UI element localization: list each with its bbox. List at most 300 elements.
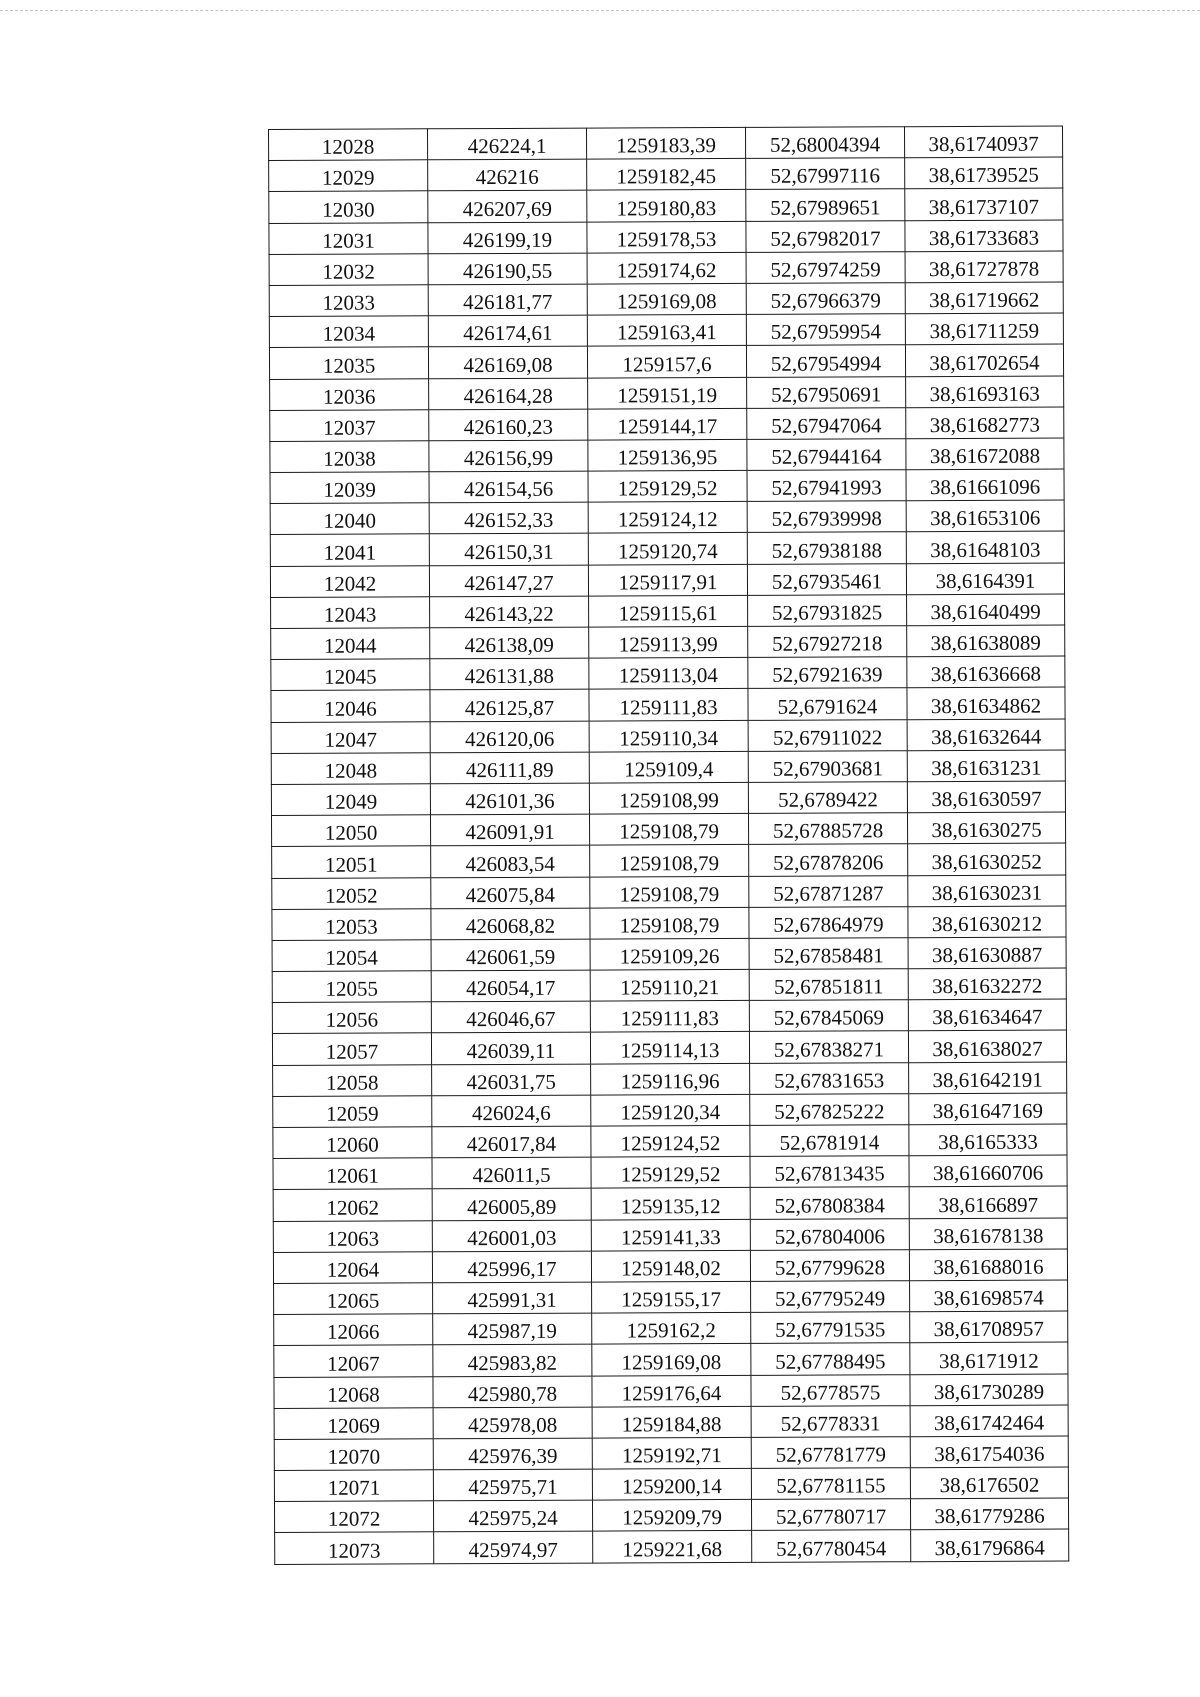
table-row bbox=[272, 875, 1066, 910]
cell-value: 52,6789422 bbox=[778, 787, 878, 812]
cell-value: 12046 bbox=[324, 696, 377, 721]
cell-value: 38,61631231 bbox=[931, 755, 1042, 781]
cell-value: 1259120,34 bbox=[620, 1100, 721, 1125]
latitude-cell bbox=[749, 1031, 908, 1063]
cell-value: 38,61642191 bbox=[932, 1067, 1043, 1092]
cell-value: 426164,28 bbox=[463, 383, 553, 408]
cell-value: 38,61737107 bbox=[928, 194, 1040, 219]
cell-value: 12032 bbox=[322, 259, 375, 284]
x-coordinate-cell bbox=[429, 565, 588, 597]
cell-value: 426174,61 bbox=[463, 321, 553, 346]
y-coordinate-cell bbox=[587, 190, 746, 222]
latitude-cell bbox=[746, 158, 905, 190]
cell-value: 1259110,21 bbox=[620, 975, 720, 1000]
cell-value: 426031,75 bbox=[466, 1069, 556, 1094]
table-row bbox=[271, 719, 1065, 754]
cell-value: 426054,17 bbox=[466, 976, 556, 1001]
cell-value: 1259136,95 bbox=[617, 445, 718, 470]
longitude-cell bbox=[909, 1155, 1067, 1187]
table-row bbox=[270, 531, 1064, 566]
x-coordinate-cell bbox=[434, 1532, 593, 1564]
latitude-cell bbox=[749, 906, 908, 938]
latitude-cell bbox=[749, 1000, 908, 1032]
cell-value: 1259163,41 bbox=[616, 320, 717, 345]
latitude-cell bbox=[748, 688, 907, 720]
cell-value: 426061,59 bbox=[465, 944, 556, 970]
cell-value: 52,67781779 bbox=[775, 1442, 886, 1467]
table-row bbox=[274, 1498, 1068, 1533]
latitude-cell bbox=[748, 626, 907, 658]
cell-value: 1259109,4 bbox=[624, 757, 714, 782]
y-coordinate-cell bbox=[592, 1313, 751, 1345]
cell-value: 1259183,39 bbox=[616, 133, 717, 158]
cell-value: 52,6778575 bbox=[780, 1380, 881, 1405]
x-coordinate-cell bbox=[431, 845, 590, 877]
cell-value: 426125,87 bbox=[464, 695, 555, 720]
point-number-cell bbox=[272, 908, 431, 940]
table-row bbox=[273, 1249, 1067, 1284]
cell-value: 1259108,79 bbox=[619, 881, 720, 907]
latitude-cell bbox=[747, 439, 906, 471]
y-coordinate-cell bbox=[593, 1531, 752, 1563]
point-number-cell bbox=[272, 940, 431, 972]
latitude-cell bbox=[746, 345, 905, 377]
table-row bbox=[271, 812, 1065, 847]
table-row bbox=[274, 1374, 1068, 1409]
x-coordinate-cell bbox=[431, 939, 590, 971]
y-coordinate-cell bbox=[588, 533, 747, 565]
point-number-cell bbox=[274, 1283, 433, 1315]
cell-value: 12047 bbox=[324, 727, 377, 752]
y-coordinate-cell bbox=[588, 470, 747, 502]
cell-value: 38,6164391 bbox=[935, 568, 1036, 593]
point-number-cell bbox=[274, 1407, 433, 1439]
cell-value: 52,67813435 bbox=[774, 1161, 885, 1187]
cell-value: 1259148,02 bbox=[621, 1255, 721, 1281]
y-coordinate-cell bbox=[590, 907, 749, 939]
y-coordinate-cell bbox=[588, 502, 747, 534]
cell-value: 1259169,08 bbox=[621, 1349, 722, 1374]
table-row bbox=[272, 968, 1066, 1003]
x-coordinate-cell bbox=[430, 596, 589, 628]
cell-value: 1259135,12 bbox=[620, 1193, 721, 1219]
cell-value: 38,61638027 bbox=[932, 1036, 1043, 1061]
cell-value: 12048 bbox=[324, 758, 378, 783]
cell-value: 38,61708957 bbox=[933, 1316, 1044, 1342]
y-coordinate-cell bbox=[592, 1437, 751, 1469]
x-coordinate-cell bbox=[428, 190, 587, 222]
latitude-cell bbox=[751, 1468, 910, 1500]
latitude-cell bbox=[751, 1374, 910, 1406]
cell-value: 52,67989651 bbox=[770, 194, 881, 220]
cell-value: 52,67871287 bbox=[773, 881, 884, 906]
cell-value: 38,61754036 bbox=[934, 1441, 1045, 1467]
x-coordinate-cell bbox=[428, 346, 587, 378]
table-row bbox=[270, 438, 1064, 473]
cell-value: 12043 bbox=[323, 602, 377, 627]
y-coordinate-cell bbox=[591, 1063, 750, 1095]
cell-value: 38,61630231 bbox=[931, 880, 1043, 905]
table-row bbox=[272, 999, 1066, 1034]
latitude-cell bbox=[751, 1499, 910, 1531]
cell-value: 425974,97 bbox=[468, 1537, 558, 1562]
point-number-cell bbox=[274, 1314, 433, 1346]
table-row bbox=[270, 563, 1064, 598]
cell-value: 1259108,79 bbox=[619, 819, 719, 844]
cell-value: 1259117,91 bbox=[618, 569, 718, 595]
cell-value: 426143,22 bbox=[464, 601, 554, 627]
y-coordinate-cell bbox=[589, 595, 748, 627]
table-row bbox=[272, 843, 1066, 878]
scan-top-edge bbox=[0, 10, 1200, 11]
cell-value: 425978,08 bbox=[467, 1412, 558, 1438]
cell-value: 12064 bbox=[326, 1257, 380, 1282]
cell-value: 52,67858481 bbox=[773, 943, 884, 968]
longitude-cell bbox=[906, 438, 1064, 470]
longitude-cell bbox=[907, 750, 1065, 782]
x-coordinate-cell bbox=[432, 1126, 591, 1158]
longitude-cell bbox=[909, 1062, 1067, 1094]
table-row bbox=[270, 500, 1064, 535]
latitude-cell bbox=[748, 813, 907, 845]
table-row bbox=[274, 1342, 1068, 1377]
cell-value: 12044 bbox=[323, 633, 377, 658]
cell-value: 52,6778331 bbox=[780, 1411, 881, 1436]
x-coordinate-cell bbox=[433, 1407, 592, 1439]
point-number-cell bbox=[273, 1127, 432, 1159]
table-row bbox=[269, 157, 1063, 192]
cell-value: 1259129,52 bbox=[620, 1162, 721, 1187]
table-row bbox=[270, 407, 1064, 442]
cell-value: 425991,31 bbox=[467, 1287, 557, 1313]
x-coordinate-cell bbox=[430, 627, 589, 659]
cell-value: 12067 bbox=[327, 1351, 380, 1376]
latitude-cell bbox=[746, 314, 905, 346]
latitude-cell bbox=[750, 1094, 909, 1126]
latitude-cell bbox=[747, 501, 906, 533]
cell-value: 52,67780717 bbox=[775, 1504, 887, 1530]
cell-value: 52,67982017 bbox=[770, 226, 881, 251]
y-coordinate-cell bbox=[590, 969, 749, 1001]
cell-value: 426156,99 bbox=[463, 445, 554, 471]
point-number-cell bbox=[273, 1158, 432, 1190]
longitude-cell bbox=[908, 1030, 1066, 1062]
latitude-cell bbox=[750, 1249, 909, 1281]
latitude-cell bbox=[747, 376, 906, 408]
longitude-cell bbox=[910, 1498, 1068, 1530]
latitude-cell bbox=[748, 782, 907, 814]
cell-value: 425976,39 bbox=[468, 1443, 558, 1469]
cell-value: 426224,1 bbox=[467, 133, 547, 159]
cell-value: 52,67997116 bbox=[770, 163, 880, 189]
point-number-cell bbox=[274, 1470, 433, 1502]
cell-value: 1259209,79 bbox=[622, 1505, 722, 1530]
cell-value: 52,67947064 bbox=[771, 413, 882, 438]
point-number-cell bbox=[275, 1532, 434, 1564]
cell-value: 38,61739525 bbox=[928, 163, 1039, 188]
cell-value: 1259144,17 bbox=[617, 413, 718, 439]
cell-value: 52,67938188 bbox=[771, 537, 883, 563]
cell-value: 38,61733683 bbox=[928, 225, 1040, 250]
cell-value: 52,67935461 bbox=[771, 569, 883, 594]
cell-value: 1259184,88 bbox=[621, 1411, 722, 1437]
point-number-cell bbox=[272, 1033, 431, 1065]
longitude-cell bbox=[906, 563, 1064, 595]
x-coordinate-cell bbox=[432, 1064, 591, 1096]
table-row bbox=[269, 282, 1063, 317]
cell-value: 38,61711259 bbox=[929, 318, 1040, 344]
point-number-cell bbox=[271, 784, 430, 816]
cell-value: 1259113,99 bbox=[618, 632, 718, 657]
point-number-cell bbox=[274, 1376, 433, 1408]
y-coordinate-cell bbox=[590, 938, 749, 970]
table-row bbox=[271, 687, 1065, 722]
cell-value: 425980,78 bbox=[467, 1381, 558, 1406]
cell-value: 1259111,83 bbox=[619, 694, 718, 720]
table-row bbox=[273, 1155, 1067, 1190]
cell-value: 12058 bbox=[325, 1070, 379, 1095]
longitude-cell bbox=[907, 594, 1065, 626]
point-number-cell bbox=[271, 659, 430, 691]
y-coordinate-cell bbox=[592, 1468, 751, 1500]
point-number-cell bbox=[271, 597, 430, 629]
table-row bbox=[271, 781, 1065, 816]
point-number-cell bbox=[269, 316, 428, 348]
cell-value: 426001,03 bbox=[467, 1225, 557, 1250]
y-coordinate-cell bbox=[587, 283, 746, 315]
cell-value: 38,61636668 bbox=[930, 662, 1042, 687]
table-row bbox=[273, 1062, 1067, 1097]
longitude-cell bbox=[907, 812, 1065, 844]
cell-value: 12071 bbox=[327, 1475, 381, 1501]
x-coordinate-cell bbox=[431, 1033, 590, 1065]
cell-value: 38,61682773 bbox=[929, 412, 1040, 437]
latitude-cell bbox=[749, 969, 908, 1001]
point-number-cell bbox=[270, 503, 429, 535]
cell-value: 52,67795249 bbox=[774, 1286, 886, 1311]
cell-value: 425996,17 bbox=[467, 1256, 557, 1282]
x-coordinate-cell bbox=[428, 284, 587, 316]
cell-value: 1259182,45 bbox=[616, 164, 717, 189]
cell-value: 52,67885728 bbox=[772, 818, 884, 844]
cell-value: 426199,19 bbox=[462, 227, 553, 252]
y-coordinate-cell bbox=[587, 221, 746, 253]
point-number-cell bbox=[271, 815, 430, 847]
longitude-cell bbox=[910, 1374, 1068, 1406]
cell-value: 38,61779286 bbox=[934, 1504, 1045, 1529]
table-row bbox=[272, 906, 1066, 941]
x-coordinate-cell bbox=[430, 752, 589, 784]
cell-value: 1259157,6 bbox=[622, 351, 712, 376]
table-row bbox=[270, 469, 1064, 504]
y-coordinate-cell bbox=[587, 252, 746, 284]
longitude-cell bbox=[905, 251, 1063, 283]
cell-value: 12057 bbox=[325, 1039, 379, 1064]
point-number-cell bbox=[274, 1439, 433, 1471]
y-coordinate-cell bbox=[591, 1188, 750, 1220]
cell-value: 12029 bbox=[321, 165, 375, 191]
cell-value: 52,67944164 bbox=[771, 444, 882, 469]
cell-value: 38,61630275 bbox=[931, 817, 1042, 843]
table-row bbox=[271, 656, 1065, 691]
longitude-cell bbox=[908, 968, 1066, 1000]
cell-value: 52,68004394 bbox=[769, 132, 881, 157]
cell-value: 1259113,04 bbox=[618, 663, 718, 688]
cell-value: 426152,33 bbox=[464, 508, 554, 533]
point-number-cell bbox=[271, 690, 430, 722]
x-coordinate-cell bbox=[430, 658, 589, 690]
cell-value: 52,67799628 bbox=[774, 1255, 886, 1280]
cell-value: 1259116,96 bbox=[620, 1068, 720, 1094]
x-coordinate-cell bbox=[429, 409, 588, 441]
x-coordinate-cell bbox=[431, 877, 590, 909]
cell-value: 12034 bbox=[322, 321, 376, 347]
cell-value: 1259120,74 bbox=[617, 538, 718, 564]
cell-value: 52,67791535 bbox=[775, 1317, 886, 1343]
cell-value: 1259108,99 bbox=[619, 788, 719, 813]
longitude-cell bbox=[906, 531, 1064, 563]
longitude-cell bbox=[905, 344, 1063, 376]
cell-value: 38,61661096 bbox=[929, 474, 1041, 500]
cell-value: 12035 bbox=[322, 353, 376, 378]
x-coordinate-cell bbox=[433, 1344, 592, 1376]
point-number-cell bbox=[269, 222, 428, 254]
cell-value: 1259129,52 bbox=[617, 476, 718, 501]
cell-value: 1259124,12 bbox=[617, 507, 718, 532]
cell-value: 426190,55 bbox=[462, 258, 553, 284]
cell-value: 52,6781914 bbox=[779, 1130, 880, 1155]
cell-value: 52,67911022 bbox=[772, 725, 883, 750]
cell-value: 12042 bbox=[323, 571, 377, 596]
cell-value: 38,61630212 bbox=[931, 911, 1043, 936]
latitude-cell bbox=[751, 1312, 910, 1344]
latitude-cell bbox=[749, 844, 908, 876]
cell-value: 38,61730289 bbox=[933, 1379, 1045, 1404]
point-number-cell bbox=[269, 347, 428, 379]
cell-value: 38,61640499 bbox=[930, 599, 1041, 625]
cell-value: 1259162,2 bbox=[626, 1318, 716, 1343]
cell-value: 12031 bbox=[322, 228, 375, 253]
cell-value: 12054 bbox=[325, 945, 378, 970]
cell-value: 38,61632644 bbox=[930, 724, 1042, 749]
latitude-cell bbox=[747, 470, 906, 502]
x-coordinate-cell bbox=[432, 1251, 591, 1283]
cell-value: 38,61678138 bbox=[933, 1223, 1044, 1248]
y-coordinate-cell bbox=[592, 1344, 751, 1376]
point-number-cell bbox=[270, 565, 429, 597]
x-coordinate-cell bbox=[429, 534, 588, 566]
y-coordinate-cell bbox=[589, 720, 748, 752]
cell-value: 52,67804006 bbox=[774, 1224, 886, 1249]
cell-value: 52,67878206 bbox=[773, 849, 884, 875]
latitude-cell bbox=[751, 1405, 910, 1437]
longitude-cell bbox=[906, 376, 1064, 408]
x-coordinate-cell bbox=[428, 315, 587, 347]
cell-value: 52,67788495 bbox=[775, 1348, 886, 1374]
point-number-cell bbox=[274, 1501, 433, 1533]
point-number-cell bbox=[270, 409, 429, 441]
latitude-cell bbox=[749, 875, 908, 907]
cell-value: 52,67831653 bbox=[773, 1068, 885, 1093]
cell-value: 38,61630597 bbox=[931, 786, 1042, 812]
cell-value: 52,6791624 bbox=[777, 693, 878, 719]
table-row bbox=[274, 1405, 1068, 1440]
cell-value: 12069 bbox=[327, 1413, 380, 1438]
cell-value: 38,61634647 bbox=[932, 1005, 1043, 1030]
y-coordinate-cell bbox=[588, 439, 747, 471]
latitude-cell bbox=[748, 719, 907, 751]
cell-value: 12073 bbox=[327, 1538, 381, 1563]
latitude-cell bbox=[746, 283, 905, 315]
table-row bbox=[273, 1124, 1067, 1159]
y-coordinate-cell bbox=[590, 876, 749, 908]
cell-value: 52,67845069 bbox=[773, 1005, 885, 1031]
cell-value: 38,61653106 bbox=[930, 506, 1041, 531]
longitude-cell bbox=[909, 1186, 1067, 1218]
cell-value: 12041 bbox=[323, 540, 377, 565]
cell-value: 52,67974259 bbox=[770, 257, 881, 282]
coordinates-table-body bbox=[269, 126, 1069, 1564]
cell-value: 426216 bbox=[475, 165, 539, 190]
longitude-cell bbox=[907, 656, 1065, 688]
longitude-cell bbox=[911, 1529, 1069, 1561]
longitude-cell bbox=[906, 469, 1064, 501]
y-coordinate-cell bbox=[587, 346, 746, 378]
cell-value: 426150,31 bbox=[464, 539, 554, 564]
y-coordinate-cell bbox=[589, 658, 748, 690]
cell-value: 12038 bbox=[323, 446, 376, 471]
table-row bbox=[272, 1030, 1066, 1065]
cell-value: 426131,88 bbox=[464, 664, 555, 689]
cell-value: 12056 bbox=[325, 1007, 379, 1033]
point-number-cell bbox=[273, 1220, 432, 1252]
latitude-cell bbox=[750, 1062, 909, 1094]
table-row bbox=[269, 251, 1063, 286]
cell-value: 38,61740937 bbox=[928, 131, 1039, 157]
cell-value: 426046,67 bbox=[466, 1007, 556, 1032]
cell-value: 1259114,13 bbox=[620, 1037, 720, 1063]
longitude-cell bbox=[909, 1249, 1067, 1281]
cell-value: 1259110,34 bbox=[619, 725, 719, 751]
cell-value: 38,6166897 bbox=[938, 1192, 1039, 1217]
cell-value: 38,61647169 bbox=[932, 1098, 1043, 1124]
table-row bbox=[273, 1186, 1067, 1221]
x-coordinate-cell bbox=[429, 471, 588, 503]
y-coordinate-cell bbox=[590, 845, 749, 877]
table-row bbox=[275, 1529, 1069, 1564]
longitude-cell bbox=[907, 719, 1065, 751]
y-coordinate-cell bbox=[589, 689, 748, 721]
longitude-cell bbox=[908, 875, 1066, 907]
longitude-cell bbox=[909, 1218, 1067, 1250]
cell-value: 52,67941993 bbox=[771, 475, 882, 501]
cell-value: 12039 bbox=[323, 477, 376, 503]
x-coordinate-cell bbox=[430, 783, 589, 815]
cell-value: 1259151,19 bbox=[617, 382, 718, 408]
cell-value: 38,6176502 bbox=[939, 1472, 1040, 1498]
cell-value: 426083,54 bbox=[465, 851, 555, 876]
cell-value: 52,67939998 bbox=[771, 506, 882, 532]
table-row bbox=[274, 1436, 1068, 1471]
cell-value: 1259192,71 bbox=[621, 1443, 722, 1468]
longitude-cell bbox=[907, 781, 1065, 813]
cell-value: 426101,36 bbox=[465, 788, 555, 814]
cell-value: 38,61630252 bbox=[931, 849, 1042, 874]
cell-value: 12037 bbox=[323, 415, 376, 440]
cell-value: 426120,06 bbox=[464, 726, 555, 751]
cell-value: 1259169,08 bbox=[616, 289, 717, 314]
cell-value: 12062 bbox=[326, 1195, 380, 1220]
